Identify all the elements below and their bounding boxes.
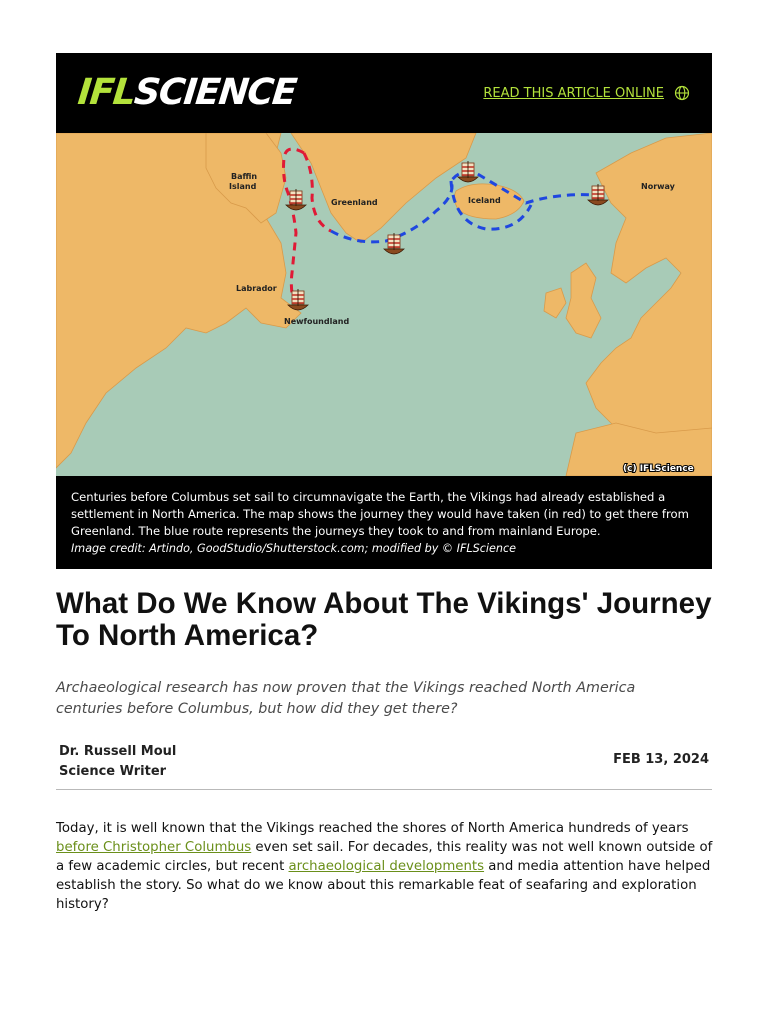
logo-science: SCIENCE <box>132 72 298 113</box>
ifl-science-logo[interactable] <box>75 72 298 113</box>
author-byline <box>59 742 359 782</box>
map-svg <box>56 133 712 476</box>
body-text-3: and media attention have helped establish the story. So what do we know about this remarkable feat of seafaring and exploration history? <box>56 859 711 912</box>
label-baffin-line2: Island <box>229 182 257 191</box>
globe-icon <box>674 85 690 101</box>
caption-text: Centuries before Columbus set sail to circumnavigate the Earth, the Vikings had already established a settlement in North America. The map shows the journey they would have taken (in red) to get there from Greenland. The blue route represents the journeys they took to and from mainland Europe. <box>71 490 689 538</box>
header-banner <box>56 53 712 133</box>
divider <box>56 789 712 790</box>
label-norway: Norway <box>641 182 675 191</box>
caption-credit: Image credit: Artindo, GoodStudio/Shutterstock.com; modified by © IFLScience <box>71 542 516 555</box>
label-greenland: Greenland <box>331 198 378 207</box>
read-online-label: READ THIS ARTICLE ONLINE <box>483 85 664 101</box>
article-subtitle: Archaeological research has now proven that the Vikings reached North America centuries before Columbus, but how did they get there? <box>56 680 636 717</box>
link-before-columbus[interactable]: before Christopher Columbus <box>56 840 252 855</box>
read-online-link[interactable] <box>483 85 690 101</box>
article-title: What Do We Know About The Vikings' Journey To North America? <box>56 587 712 652</box>
image-caption <box>56 476 712 569</box>
author-name[interactable]: Dr. Russell Moul <box>59 744 177 759</box>
label-iceland: Iceland <box>468 196 501 205</box>
label-labrador: Labrador <box>236 284 277 293</box>
article-body-paragraph <box>56 819 716 914</box>
body-text-1: Today, it is well known that the Vikings reached the shores of North America hundreds of years <box>56 821 689 836</box>
label-newfoundland: Newfoundland <box>284 317 350 326</box>
viking-route-map <box>56 133 712 476</box>
body-text-2: even set sail. For decades, this reality was not well known outside of a few academic circles, but recent <box>56 840 713 874</box>
link-archaeological-developments[interactable]: archaeological developments <box>288 859 485 874</box>
map-watermark: (c) IFLScience <box>623 464 694 474</box>
label-baffin-line1: Baffin <box>231 172 258 181</box>
publish-date: FEB 13, 2024 <box>613 752 709 767</box>
author-role: Science Writer <box>59 764 167 779</box>
logo-ifl: IFL <box>75 72 137 113</box>
